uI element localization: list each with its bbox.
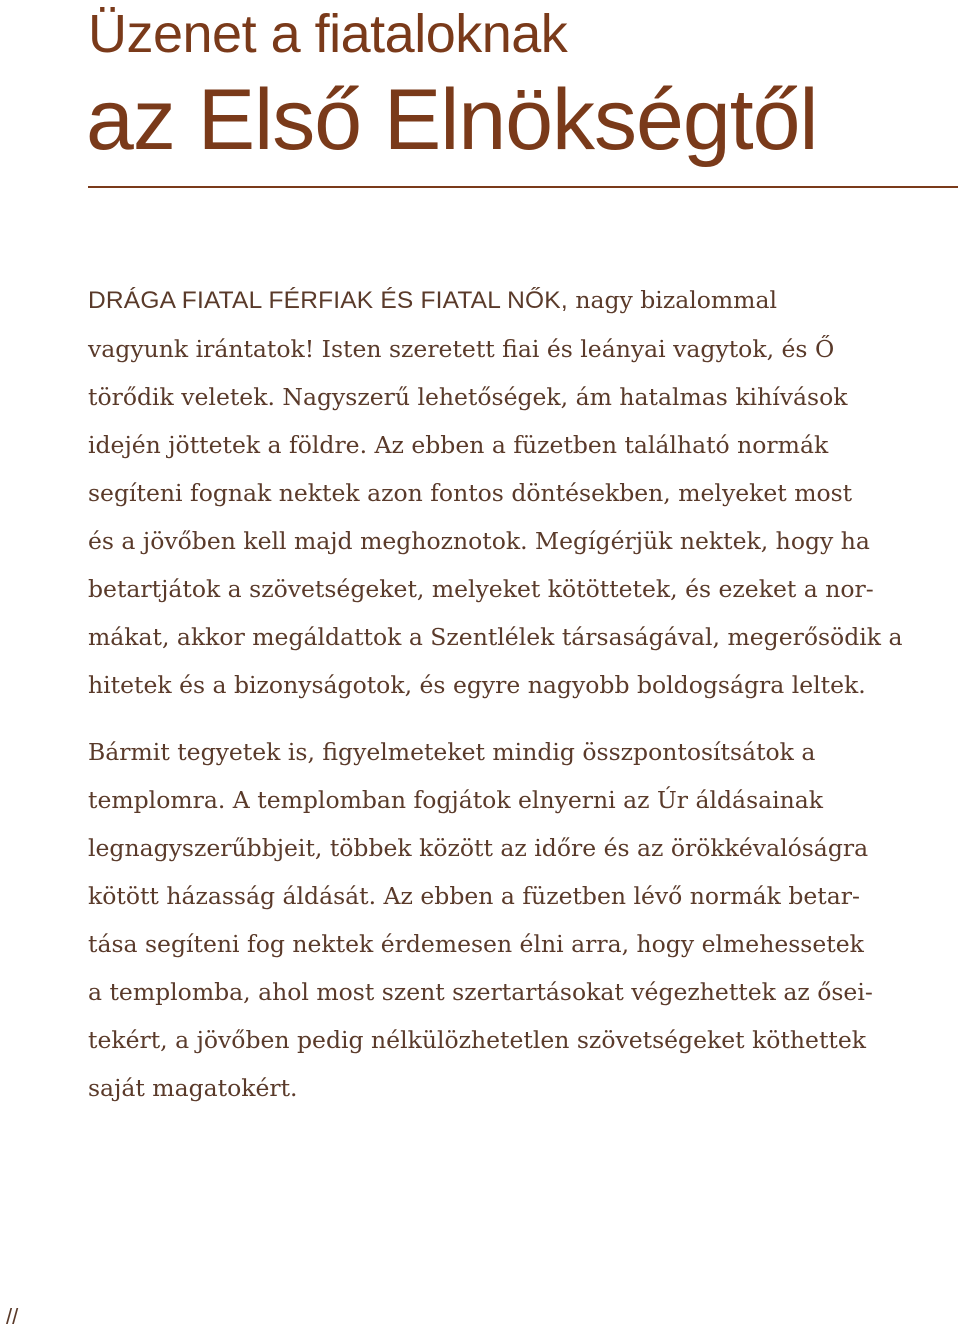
paragraph-line: betartjátok a szövetségeket, melyeket kötöttetek, és ezeket a nor- <box>88 575 874 603</box>
paragraph-line: és a jövőben kell majd meghoznotok. Megígérjük nektek, hogy ha <box>88 527 870 555</box>
paragraph-2 <box>88 728 958 1112</box>
paragraph-line: kötött házasság áldását. Az ebben a füzetben lévő normák betar- <box>88 882 860 910</box>
page-marker: // <box>6 1304 19 1329</box>
paragraph-1-line-1 <box>88 276 958 325</box>
paragraph-line: hitetek és a bizonyságotok, és egyre nagyobb boldogságra leltek. <box>88 671 866 699</box>
paragraph-line: idején jöttetek a földre. Az ebben a füzetben található normák <box>88 431 829 459</box>
paragraph-line: Bármit tegyetek is, figyelmeteket mindig összpontosítsátok a <box>88 738 816 766</box>
paragraph-line: segíteni fognak nektek azon fontos döntésekben, melyeket most <box>88 479 853 507</box>
paragraph-line: legnagyszerűbbjeit, többek között az időre és az örökkévalóságra <box>88 834 869 862</box>
paragraph-line: tekért, a jövőben pedig nélkülözhetetlen szövetségeket köthettek <box>88 1026 866 1054</box>
paragraph-line: vagyunk irántatok! Isten szeretett fiai és leányai vagytok, és Ő <box>88 335 835 363</box>
paragraph-line: mákat, akkor megáldattok a Szentlélek társaságával, megerősödik a <box>88 623 903 651</box>
paragraph-line: templomra. A templomban fogjátok elnyerni az Úr áldásainak <box>88 786 824 814</box>
paragraph-line: saját magatokért. <box>88 1074 298 1102</box>
paragraph-line: nagy bizalommal <box>567 286 777 314</box>
message-body <box>88 276 958 1112</box>
paragraph-line: törődik veletek. Nagyszerű lehetőségek, ám hatalmas kihívások <box>88 383 848 411</box>
title-line-1: Üzenet a fiataloknak <box>88 4 568 64</box>
paragraph-line: a templomba, ahol most szent szertartásokat végezhettek az ősei- <box>88 978 873 1006</box>
title-line-2: az Első Elnökségtől <box>86 72 818 168</box>
salutation: DRÁGA FIATAL FÉRFIAK ÉS FIATAL NŐK, <box>88 287 568 314</box>
title-divider <box>88 186 958 188</box>
paragraph-1 <box>88 276 958 709</box>
paragraph-line: tása segíteni fog nektek érdemesen élni arra, hogy elmehessetek <box>88 930 864 958</box>
